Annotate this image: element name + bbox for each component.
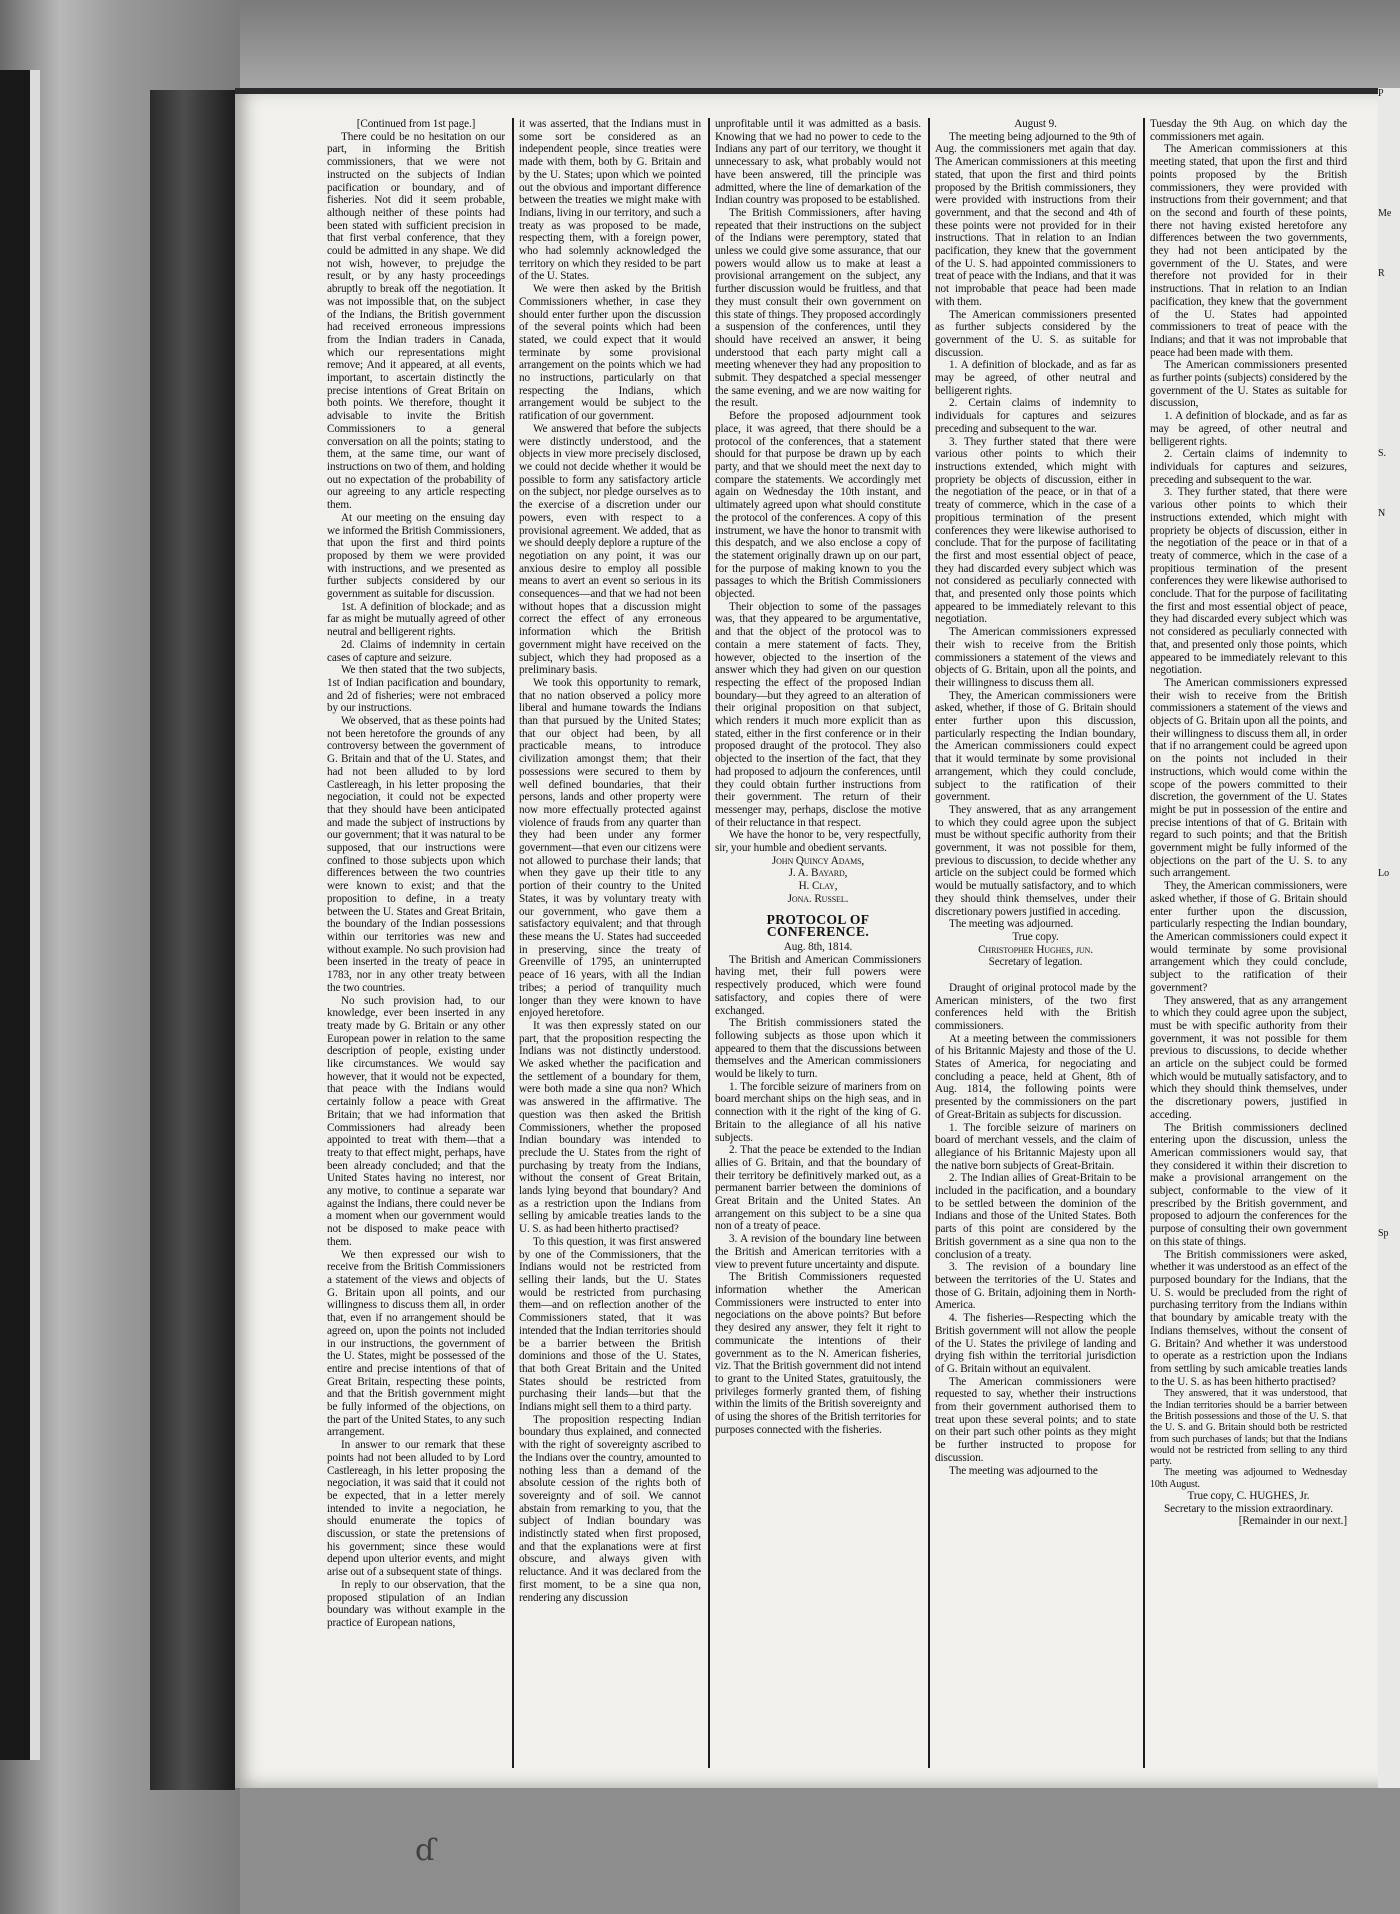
paragraph: The proposition respecting Indian boundary thus explained, and connected with the right of sovereignty ascribed to the Indians over the country, amounted to nothing less than a demand of the absolute cession of the rights both of sovereignty and of soil. We cannot abstain from remarking to you, that the subject of Indian boundary was indistinctly stated when first proposed, and that the explanations were at first obscure, and always given with reluctance. And it was declared from the first moment, to be a sine qua non, rendering any discussion [519,1413,701,1604]
paragraph: The meeting being adjourned to the 9th of Aug. the commissioners met again that day. The American commissioners at this meeting stated, that upon the first and third points proposed by the British commissioners, they were provided with instructions from their government, and that the second and 4th of these points were not provided for in their instructions. That in relation to an Indian pacification, they knew that the government of the U. S. had appointed commissioners to treat of peace with the Indians, and that it was not improbable that peace had been made with them. [935,130,1136,308]
paragraph: Tuesday the 9th Aug. on which day the commissioners met again. [1150,118,1347,143]
article-column-3 [715,118,921,1758]
strip-fragment [1378,988,1400,1048]
paragraph: In answer to our remark that these points had not been alluded to by Lord Castlereagh, in his letter proposing the negociation, it was said that it could not be expected, that in a letter merely intended to invite a negociation, he should enumerate the topics of discussion, or state the pretensions of his government; since these would depend upon ulterior events, and might arise out of a subsequent state of things. [327,1439,505,1579]
paragraph: Before the proposed adjournment took place, it was agreed, that there should be a protocol of the conferences, that a statement should for that purpose be drawn up by each party, and that we should meet the next day to compare the statements. We accordingly met again on Wednesday the 10th instant, and ultimately agreed upon what should constitute the protocol of the conferences. A copy of this instrument, we have the honor to transmit with this despatch, and we also enclose a copy of the statement originally drawn up on our part, for the purpose of making known to you the passages to which the British Commissioners objected. [715,410,921,601]
strip-fragment [1378,1048,1400,1108]
paragraph: We then expressed our wish to receive from the British Commissioners a statement of the views and objects of G. Britain upon all points, and our willingness to discuss them all, in order that, even if no arrangement should be agreed on, upon the points not included in our instructions, the government of the U. States, might be possessed of the entire and precise intentions of that of Great Britain, respecting these points, and that the British government might be fully informed of the objections, on the part of the United States, to any such arrangement. [327,1248,505,1439]
paragraph: 2. That the peace be extended to the Indian allies of G. Britain, and that the boundary of their territory be definitively marked out, as a permanent barrier between the dominions of Great Britain and the United States. An arrangement on this subject to be a sine qua non of a treaty of peace. [715,1144,921,1233]
paragraph: 3. They further stated, that there were various other points to which their instructions extended, which might with propriety be objects of discussion, either in the negotiation of the peace or in that of a treaty of commerce, which in the case of a propitious termination of the present conferences they were likewise authorised to conclude. That for the purpose of facilitating the first and most essential object of peace, they had discarded every subject which was not considered as peculiarly connected with that, and presented only those points, which appeared to be immediately relevant to this negotiation. [1150,486,1347,677]
paragraph: The American commissioners expressed their wish to receive from the British commissioners a statement of the views and objects of G. Britain upon all the points, and their willingness to discuss them all, in order that if no arrangement could be agreed upon on the points not included in their instructions, which would come within the scope of the powers committed to their discretion, the government of the U. States might be put in possession of the entire and precise intentions of that of G. Britain with regard to such points; and that the British government might be fully informed of the objections on the part of the U. S. to any such arrangement. [1150,676,1347,880]
paragraph: 1. The forcible seizure of mariners from on board merchant ships on the high seas, and in connection with it the right of the king of G. Britain to the allegiance of all his native subjects. [715,1080,921,1144]
paragraph: There could be no hesitation on our part, in informing the British commissioners, that we were not instructed on the subjects of Indian pacification or boundary, and of fisheries. Not did it seem probable, although neither of these points had been stated with sufficient precision in that first verbal conference, that they could be admitted in any shape. We did not wish, however, to prejudge the result, or by any hasty proceedings abruptly to break off the negotiation. It was not impossible that, on the subject of the Indians, the British government had received erroneous impressions from the Indian traders in Canada, which our representations might remove; And it appeared, at all events, important, to ascertain distinctly the precise intentions of Great Britain on both points. We therefore, thought it advisable to invite the British Commissioners to a general conversation on all the points; stating to them, at the same time, our want of instructions on two of them, and holding out no expectation of the probability of our agreeing to any article respecting them. [327,130,505,512]
paragraph: The American commissioners expressed their wish to receive from the British commissioners a statement of the views and objects of G. Britain, upon all the points, and their willingness to discuss them all. [935,626,1136,689]
paragraph: Christopher Hughes, jun. [978,943,1093,956]
paragraph: 2. Certain claims of indemnity to individuals for captures and seizures, preceding and subsequent to the war. [1150,448,1347,486]
paragraph: No such provision had, to our knowledge, ever been inserted in any treaty made by G. Britain or any other European power in relation to the same description of people, existing under like circumstances. We would say however, that it would not be expected, that peace with the Indians would certainly follow a peace with Great Britain; that we had information that Commissioners had already been appointed to treat with them—that a treaty to that effect might, perhaps, have been already concluded; and that the United States having no interest, nor any motive, to continue a separate war against the Indians, there could never be a moment when our government would not be disposed to make peace with them. [327,994,505,1248]
paragraph: 2. The Indian allies of Great-Britain to be included in the pacification, and a boundary to be settled between the dominion of the Indians and those of the United States. Both parts of this point are considered by the British government as a sine qua non to the conclusion of a treaty. [935,1172,1136,1261]
article-column-4 [935,118,1136,1758]
paragraph: They, the American commissioners were asked, whether, if those of G. Britain should enter further upon this discussion, particularly respecting the Indian boundary, the American commissioners could expect that it would terminate by some provisional arrangement, which they could conclude, subject to the ratification of their government. [935,689,1136,804]
paragraph: The British commissioners declined entering upon the discussion, unless the American commissioners would say, that they considered it within their discretion to make a provisional arrangement on the subject, conformable to the view of it prescribed by the British government, and proposed to adjourn the conferences for the purpose of consulting their own government on this state of things. [1150,1121,1347,1248]
paragraph: We answered that before the subjects were distinctly understood, and the objects in view more precisely disclosed, we could not decide whether it would be possible to form any satisfactory article on the subject, nor pledge ourselves as to the exercise of a discretion under our powers, even with respect to a provisional agreement. We added, that as we should deeply deplore a rupture of the negotiation on any point, it was our anxious desire to employ all possible means to avert an event so serious in its consequences—and that we had not been without hopes that a discussion might correct the effect of any erroneous information which the British government might have received on the subject, which they had proposed as a preliminary basis. [519,422,701,677]
newspaper-page [235,88,1400,1868]
paragraph: 2. Certain claims of indemnity to individuals for captures and seizures preceding and subsequent to the war. [935,397,1136,435]
paragraph: The American commissioners were requested to say, whether their instructions from their government authorised them to treat upon these several points; and to state on their part such other points as they might be further instructed to propose for discussion. [935,1375,1136,1464]
article-column-1 [327,118,505,1758]
paragraph: They, the American commissioners, were asked whether, if those of G. Britain should enter further upon the discussion, particularly respecting the Indian boundary, the American commissioners could expect it would terminate by some provisional arrangement which they could conclude, subject to the ratification of their government? [1150,880,1347,994]
strip-fragment: Me [1378,208,1392,219]
paragraph: J. A. Bayard, [788,867,848,880]
strip-fragment: S. [1378,448,1387,459]
paragraph: 3. A revision of the boundary line between the British and American territories with a view to prevent future uncertainty and dispute. [715,1233,921,1271]
paragraph: The meeting was adjourned. [949,918,1074,931]
column-rule [1143,118,1145,1768]
paragraph: Secretary to the mission extraordinary. [1163,1502,1334,1515]
book-binding [150,90,235,1790]
strip-fragment [1378,808,1400,868]
paragraph: The American commissioners presented as further subjects considered by the government of the U. S. as suitable for discussion. [935,308,1136,359]
strip-fragment [1378,388,1400,448]
paragraph: We took this opportunity to remark, that no nation observed a policy more liberal and humane towards the Indians than that pursued by the United States; that our object had been, by all practicable means, to introduce civilization amongst them; that their possessions were secured to them by well defined boundaries, that their persons, lands and other property were now more effectually protected against violence of frauds from any quarter than they had been under any former government—that even our citizens were not allowed to purchase their lands; that when they gave up their title to any portion of their country to the United States, it was by voluntary treaty with our government, who gave them a satisfactory equivalent; and that through these means the U. States had succeeded in preserving, since the treaty of Greenville of 1795, an uninterrupted peace of 16 years, with all the Indian tribes; a period of tranquility much longer than they were known to have enjoyed heretofore. [519,676,701,1020]
paragraph: The meeting was adjourned to the [949,1464,1098,1477]
paragraph [935,969,1136,982]
paragraph: John Quincy Adams, [771,854,865,867]
strip-fragment [1378,568,1400,628]
article-column-5 [1150,118,1347,1758]
paragraph: 2d. Claims of indemnity in certain cases of capture and seizure. [327,638,505,664]
paragraph: [Remainder in our next.] [1238,1515,1347,1528]
paragraph: The American commissioners at this meeting stated, that upon the first and third points proposed by the British commissioners, they were provided with instructions from their government; and that on the second and fourth of these points, there not having existed heretofore any differences between the two governments, they had not been anticipated by the government of the U. States, and were therefore not provided for in their instructions. That in relation to an Indian pacification, they knew that the government of the U. States had appointed commissioners to treat of peace with the Indians; and that it was not improbable that peace had been made with them. [1150,143,1347,359]
paragraph: Aug. 8th, 1814. [783,941,853,953]
paragraph: 3. The revision of a boundary line between the territories of the U. States and those of G. Britain, adjoining them in North-America. [935,1261,1136,1312]
paragraph: The British commissioners stated the following subjects as those upon which it appeared to them that the discussions between themselves and the American commissioners would be likely to turn. [715,1017,921,1081]
paragraph: Their objection to some of the passages was, that they appeared to be argumentative, and that the object of the protocol was to contain a mere statement of facts. They, however, objected to the insertion of the answer which they had given on our question respecting the effect of the proposed Indian boundary—but they agreed to an alteration of their original proposition on that subject, which renders it much more explicit than as stated, either in the first conference or in their proposed draught of the protocol. They also objected to the insertion of the fact, that they had proposed to adjourn the conferences, until they could obtain further instructions from their government. The return of their messenger may, perhaps, disclose the motive of their reluctance in that respect. [715,600,921,829]
paragraph: Draught of original protocol made by the American ministers, of the two first conferences held with the British commissioners. [935,981,1136,1032]
paragraph: It was then expressly stated on our part, that the proposition respecting the Indians was not distinctly understood. We asked whether the pacification and the settlement of a boundary for them, were both made a sine qua non? Which was answered in the affirmative. The question was then asked the British Commissioners, whether the proposed Indian boundary was intended to preclude the U. States from the right of purchasing by treaty from the Indians, without the consent of Great Britain, lands lying beyond that boundary? And as a restriction upon the Indians from selling by amicable treaties lands to the U. S. as had been hitherto practised? [519,1019,701,1236]
facing-page-edge [0,70,30,1760]
paragraph: 1st. A definition of blockade; and as far as might be mutually agreed of other neutral and belligerent rights. [327,600,505,639]
column-rule [708,118,710,1768]
strip-fragment [1378,328,1400,388]
paragraph: They answered, that as any arrangement to which they could agree upon the subject must be without specific authority from their government, it was not possible for them, previous to discussion, to decide whether any article on the subject could be formed which would be mutually satisfactory, and to which they should think themselves, under their discretionary powers justified in acceding. [935,803,1136,918]
paragraph: We were then asked by the British Commissioners whether, in case they should enter further upon the discussion of the several points which had been stated, we could expect that it would terminate by some provisional arrangement on the points which we had no instructions, particularly on that respecting the Indians, which arrangement would be subject to the ratification of our government. [519,283,701,423]
column-rule [928,118,930,1768]
paragraph: 3. They further stated that there were various other points to which their instructions extended, which might with propriety be objects of discussion, either in the negotiation of the peace, or in that of a treaty of commerce, which in the case of a propitious termination of the present conferences they were likewise authorised to conclude. That for the purpose of facilitating the first and most essential object of peace, they had discarded every subject which was not considered as peculiarly connected with that, and presented only those points which appeared to be immediately relevant to this negotiation. [935,435,1136,626]
facing-page-margin [30,70,40,1760]
paragraph: unprofitable until it was admitted as a basis. Knowing that we had no power to cede to the Indians any part of our territory, we thought it unnecessary to ask, what probably would not have been answered, till the principle was admitted, where the line of demarkation of the Indian country was proposed to be established. [715,118,921,207]
paragraph: 1. A definition of blockade, and as far as may be agreed, of other neutral and belligerent rights. [1150,410,1347,448]
paragraph: 1. The forcible seizure of mariners on board of merchant vessels, and the claim of allegiance of his Britannic Majesty upon all the native born subjects of Great-Britain. [935,1121,1136,1172]
paragraph: The meeting was adjourned to Wednesday 10th August. [1150,1467,1347,1490]
handwritten-mark: ɗ [415,1833,436,1868]
strip-fragment: N [1378,508,1386,519]
strip-fragment: Sp [1378,1228,1389,1239]
strip-fragment [1378,748,1400,808]
paragraph: True copy, C. HUGHES, Jr. [1187,1489,1310,1502]
paragraph: We observed, that as these points had not been heretofore the grounds of any controversy between the government of G. Britain and that of the U. States, and had not been alluded to by lord Castlereagh, in his letter proposing the negociation, it could not be expected that they should have been anticipated and made the subject of instructions by our government; that it was natural to be supposed, that our instructions were confined to those subjects upon which differences between the two countries were known to exist; and that the proposition to define, in a treaty between the U. States and Great Britain, the boundary of the Indian possessions within our territories was new and without example. No such provision had been inserted in the treaty of peace in 1783, nor in any other treaty between the two countries. [327,715,505,994]
paragraph: The British Commissioners requested information whether the American Commissioners were instructed to enter into negociations on the above points? But before they desired any answer, they felt it right to communicate the intentions of their government as to the N. American fisheries, viz. That the British government did not intend to grant to the United States, gratuitously, the privileges formerly granted them, of fishing within the limits of the British sovereignty and of using the shores of the British territories for purposes connected with the fisheries. [715,1271,921,1436]
paragraph: August 9. [1014,118,1057,130]
paragraph: it was asserted, that the Indians must in some sort be considered as an independent people, since treaties were made with them, both by G. Britain and by the U. States; upon which we pointed out the obvious and important difference between the treaties we might make with Indians, living in our territory, and such a treaty as was proposed to be made, respecting them, with a foreign power, who had solemnly acknowledged the territory on which they resided to be part of the U. States. [519,118,701,283]
paragraph: 1. A definition of blockade, and as far as may be agreed, of other neutral and belligerent rights. [935,359,1136,397]
column-rule [512,118,514,1768]
adjacent-page-strip [1378,88,1400,1788]
strip-fragment: P [1378,88,1384,99]
strip-fragment [1378,1168,1400,1228]
paragraph: The British and American Commissioners having met, their full powers were respectively produced, which were found satisfactory, and copies there of were exchanged. [715,953,921,1017]
paragraph: At our meeting on the ensuing day we informed the British Commissioners, that upon the first and third points proposed by them we were provided with instructions, and we presented as further subjects considered by our government as suitable for discussion. [327,511,505,601]
strip-fragment [1378,148,1400,208]
paragraph: [Continued from 1st page.] [356,118,476,130]
paragraph: They answered, that it was understood, that the Indian territories should be a barrier between the British possessions and those of the U. S. that the U. S. and G. Britain should both be restricted from such purchases of lands; but that the Indians would not be restricted from selling to any third party. [1150,1388,1347,1468]
paragraph: At a meeting between the commissioners of his Britannic Majesty and those of the U. States of America, for negociating and concluding a peace, held at Ghent, 8th of Aug. 1814, the following points were presented by the commissioners on the part of Great-Britain as subjects for discussion. [935,1032,1136,1121]
paragraph: True copy. [1012,931,1059,943]
paragraph: PROTOCOL OF CONFERENCE. [766,911,870,940]
strip-fragment: R [1378,268,1385,279]
strip-fragment: Lo [1378,868,1390,879]
paragraph: H. Clay, [798,880,838,893]
strip-fragment [1378,1108,1400,1168]
paragraph: The American commissioners presented as further points (subjects) considered by the government of the U. States as suitable for discussion, [1150,359,1347,410]
paragraph: Jona. Russel. [787,892,849,905]
strip-fragment [1378,688,1400,748]
article-column-2 [519,118,701,1758]
paragraph: They answered, that as any arrangement to which they could agree upon the subject, must be with specific authority from their government, it was not possible for them previous to discussions, to decide whether an article on the subject could be formed which would be mutually satisfactory, and to which they should think themselves, under the discretionary powers, justified in acceding. [1150,994,1347,1121]
paragraph: The British commissioners were asked, whether it was understood as an effect of the purposed boundary for the Indians, that the U. S. would be precluded from the right of purchasing territory from the Indians within that boundary by amicable treaty with the Indians themselves, without the consent of G. Britain? And whether it was understood to operate as a restriction upon the Indians from settling by such amicable treaties lands to the U. S. as has been hitherto practised? [1150,1248,1347,1388]
paragraph: We have the honor to be, very respectfully, sir, your humble and obedient servants. [715,829,921,855]
paragraph: We then stated that the two subjects, 1st of Indian pacification and boundary, and 2d of fisheries; were not embraced by our instructions. [327,664,505,715]
paragraph: To this question, it was first answered by one of the Commissioners, that the Indians would not be restricted from selling their lands, but the U. States would be restricted from purchasing them—and on reflection another of the Commissioners stated, that it was intended that the Indian territories should be a barrier between the British dominions and those of the U. States, that both Great Britain and the United States should be restricted from purchasing their lands—but that the Indians might sell them to a third party. [519,1235,701,1414]
strip-fragment [1378,628,1400,688]
strip-fragment [1378,928,1400,988]
paragraph: The British Commissioners, after having repeated that their instructions on the subject of the Indians were peremptory, stated that unless we could give some assurance, that our powers would allow us to make at least a provisional arrangement on the subject, any further discussion would be fruitless, and that they must consult their own government on this state of things. They proposed accordingly a suspension of the conferences, until they should have received an answer, it being understood that each party might call a meeting whenever they had any proposition to submit. They despatched a special messenger the same evening, and we are now waiting for the result. [715,206,921,410]
paragraph: In reply to our observation, that the proposed stipulation of an Indian boundary was without example in the practice of European nations, [327,1578,505,1629]
paragraph: 4. The fisheries—Respecting which the British government will not allow the people of the U. States the privilege of landing and drying fish within the territorial jurisdiction of G. Britain without an equivalent. [935,1312,1136,1375]
paragraph: Secretary of legation. [988,956,1083,969]
page-top-border [235,88,1400,94]
